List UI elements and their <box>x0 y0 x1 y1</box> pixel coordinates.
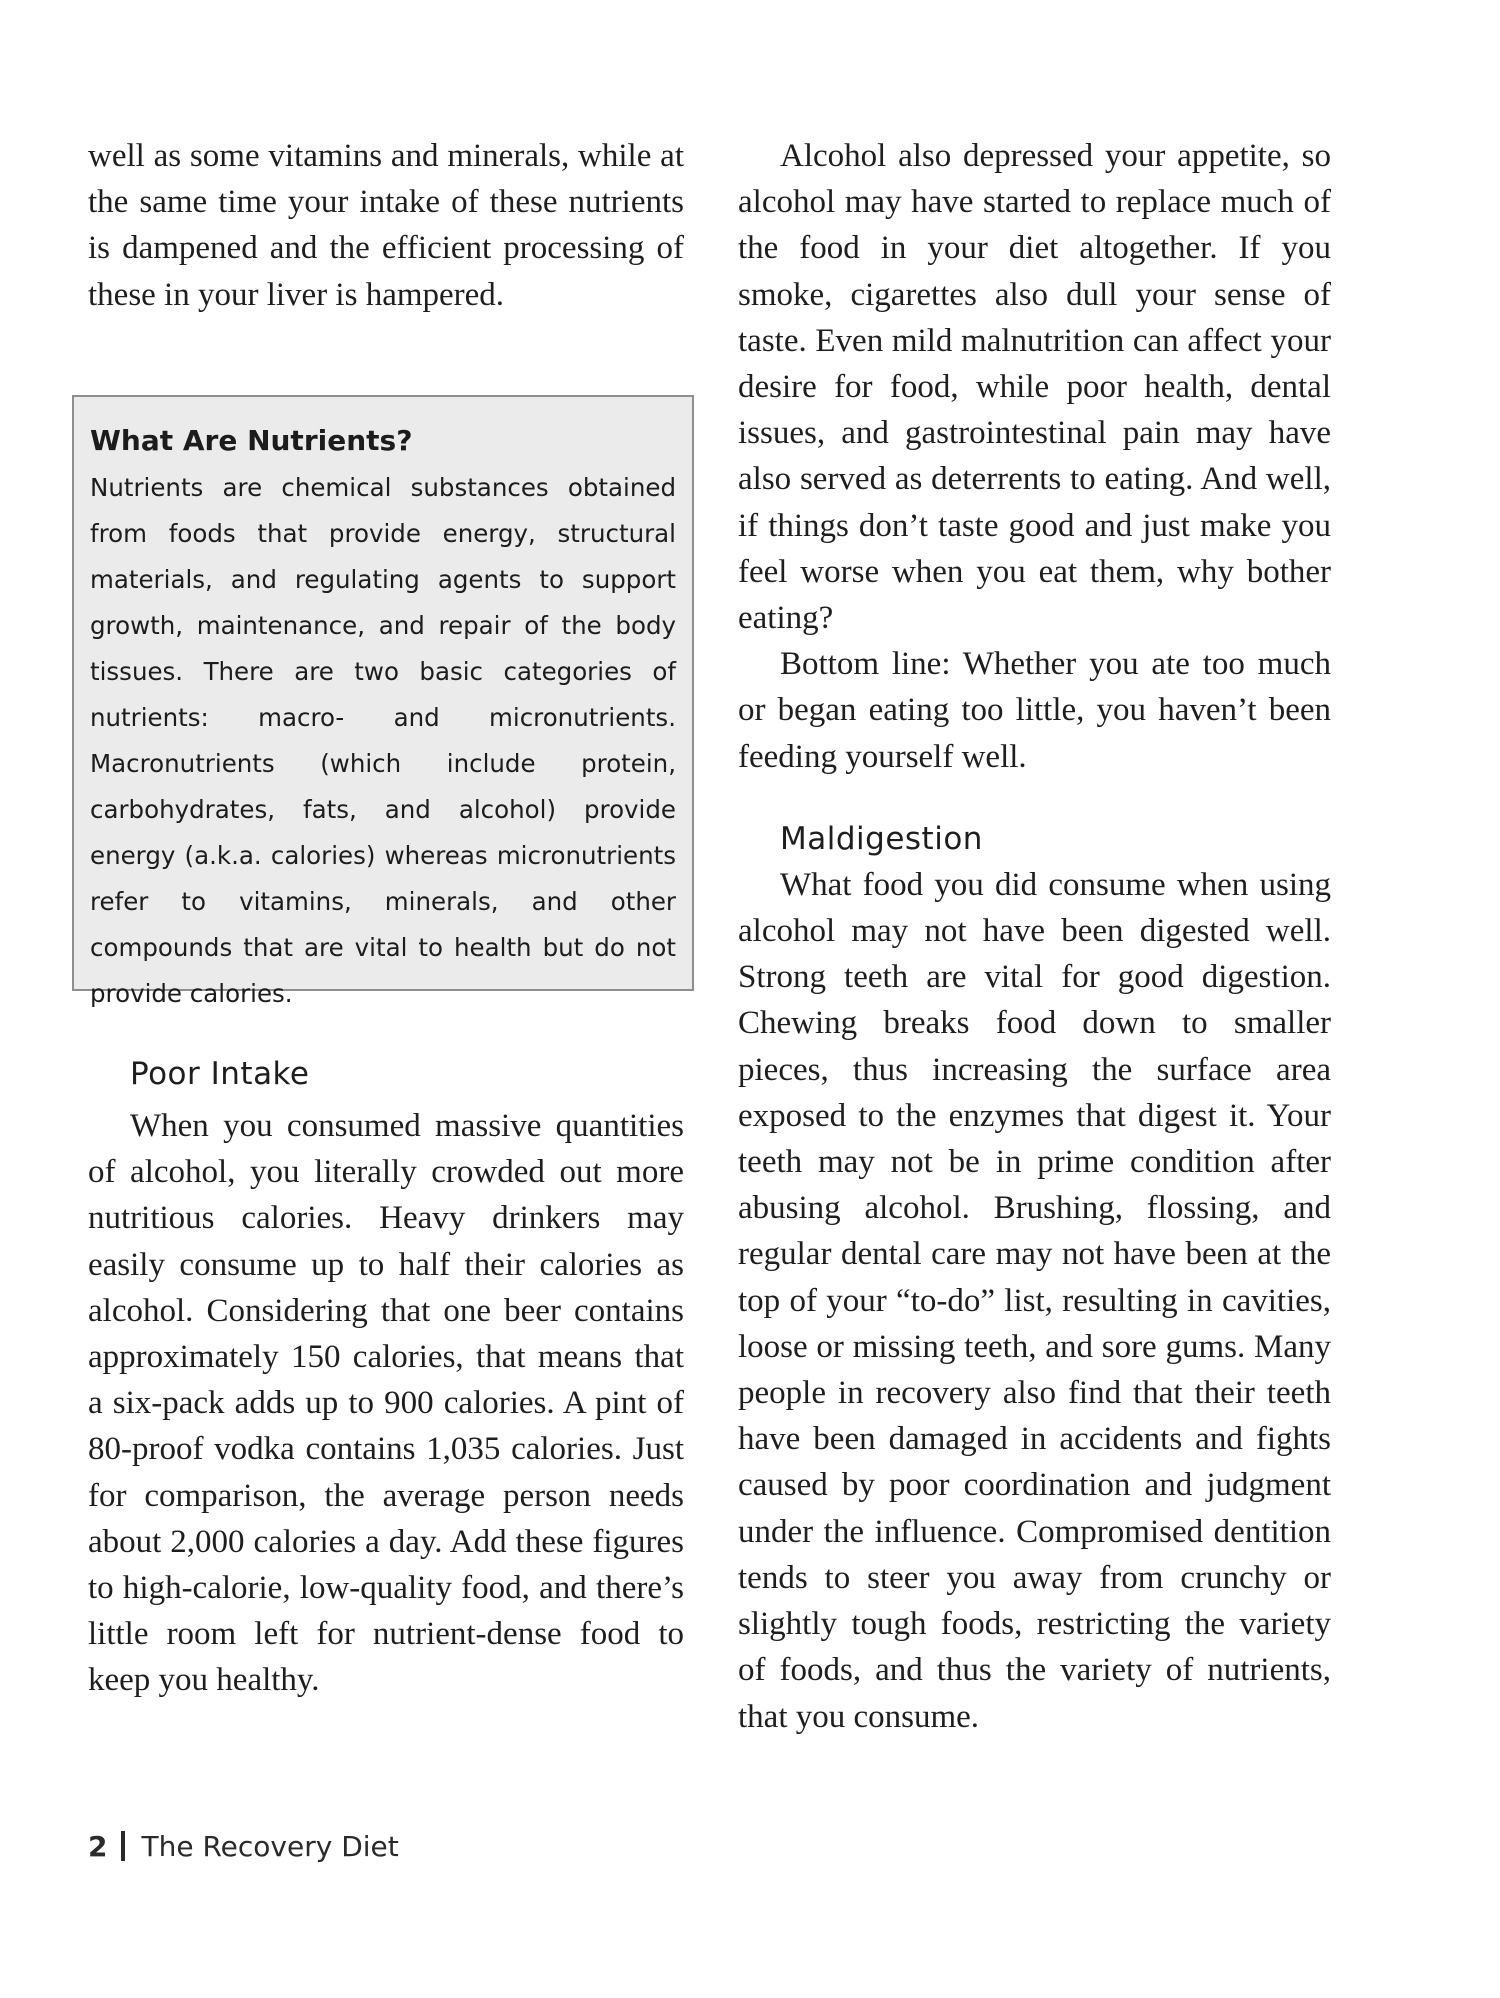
right-column <box>738 133 1331 1740</box>
poor-intake-paragraph: When you consumed massive quantities of alcohol, you literally crowded out more nutritious calories. Heavy drinkers may easily consume up to half their calories as alcohol. Considering that one beer contains approximately 150 calories, that means that a six-pack adds up to 900 calories. A pint of 80-proof vodka contains 1,035 calories. Just for comparison, the average person needs about 2,000 calories a day. Add these figures to high-calorie, low-quality food, and there’s little room left for nutrient-dense food to keep you healthy. <box>88 1108 684 1699</box>
sidebar-title: What Are Nutrients? <box>90 424 413 457</box>
bottom-line-paragraph: Bottom line: Whether you ate too much or began eating too little, you haven’t been feeding yourself well. <box>738 646 1331 775</box>
book-title: The Recovery Diet <box>141 1830 399 1863</box>
page-footer <box>88 1830 399 1863</box>
maldigestion-heading: Maldigestion <box>780 820 983 857</box>
left-column <box>88 133 684 318</box>
poor-intake-section <box>88 1103 684 1704</box>
nutrients-sidebar <box>72 395 694 1008</box>
page-number: 2 <box>88 1830 108 1863</box>
footer-divider <box>121 1831 125 1861</box>
intro-paragraph: well as some vitamins and minerals, while at the same time your intake of these nutrients is dampened and the efficient processing of these in your liver is hampered. <box>88 138 684 313</box>
maldigestion-paragraph: What food you did consume when using alcohol may not have been digested well. Strong teeth are vital for good digestion. Chewing breaks food down to smaller pieces, thus increasing the surface area exposed to the enzymes that digest it. Your teeth may not be in prime condition after abusing alcohol. Brushing, flossing, and regular dental care may not have been at the top of your “to-do” list, resulting in cavities, loose or missing teeth, and sore gums. Many people in recovery also find that their teeth have been damaged in accidents and fights caused by poor coordination and judgment under the influence. Compromised dentition tends to steer you away from crunchy or slightly tough foods, restricting the variety of foods, and thus the variety of nutrients, that you consume. <box>738 866 1331 1735</box>
appetite-paragraph: Alcohol also depressed your appetite, so alcohol may have started to replace much of the food in your diet altogether. If you smoke, cigarettes also dull your sense of taste. Even mild malnutrition can affect your desire for food, while poor health, dental issues, and gastrointestinal pain may have also served as deterrents to eating. And well, if things don’t taste good and just make you feel worse when you eat them, why bother eating? <box>738 138 1331 637</box>
poor-intake-heading: Poor Intake <box>130 1056 310 1092</box>
sidebar-body: Nutrients are chemical substances obtained from foods that provide energy, structural materials, and regulating agents to support growth, maintenance, and repair of the body tissues. There are two basic categories of nutrients: macro- and micronutrients. Macronutrients (which include protein, carbohydrates, fats, and alcohol) provide energy (a.k.a. calories) whereas micronutrients refer to vitamins, minerals, and other compounds that are vital to health but do not provide calories. <box>90 473 676 1008</box>
